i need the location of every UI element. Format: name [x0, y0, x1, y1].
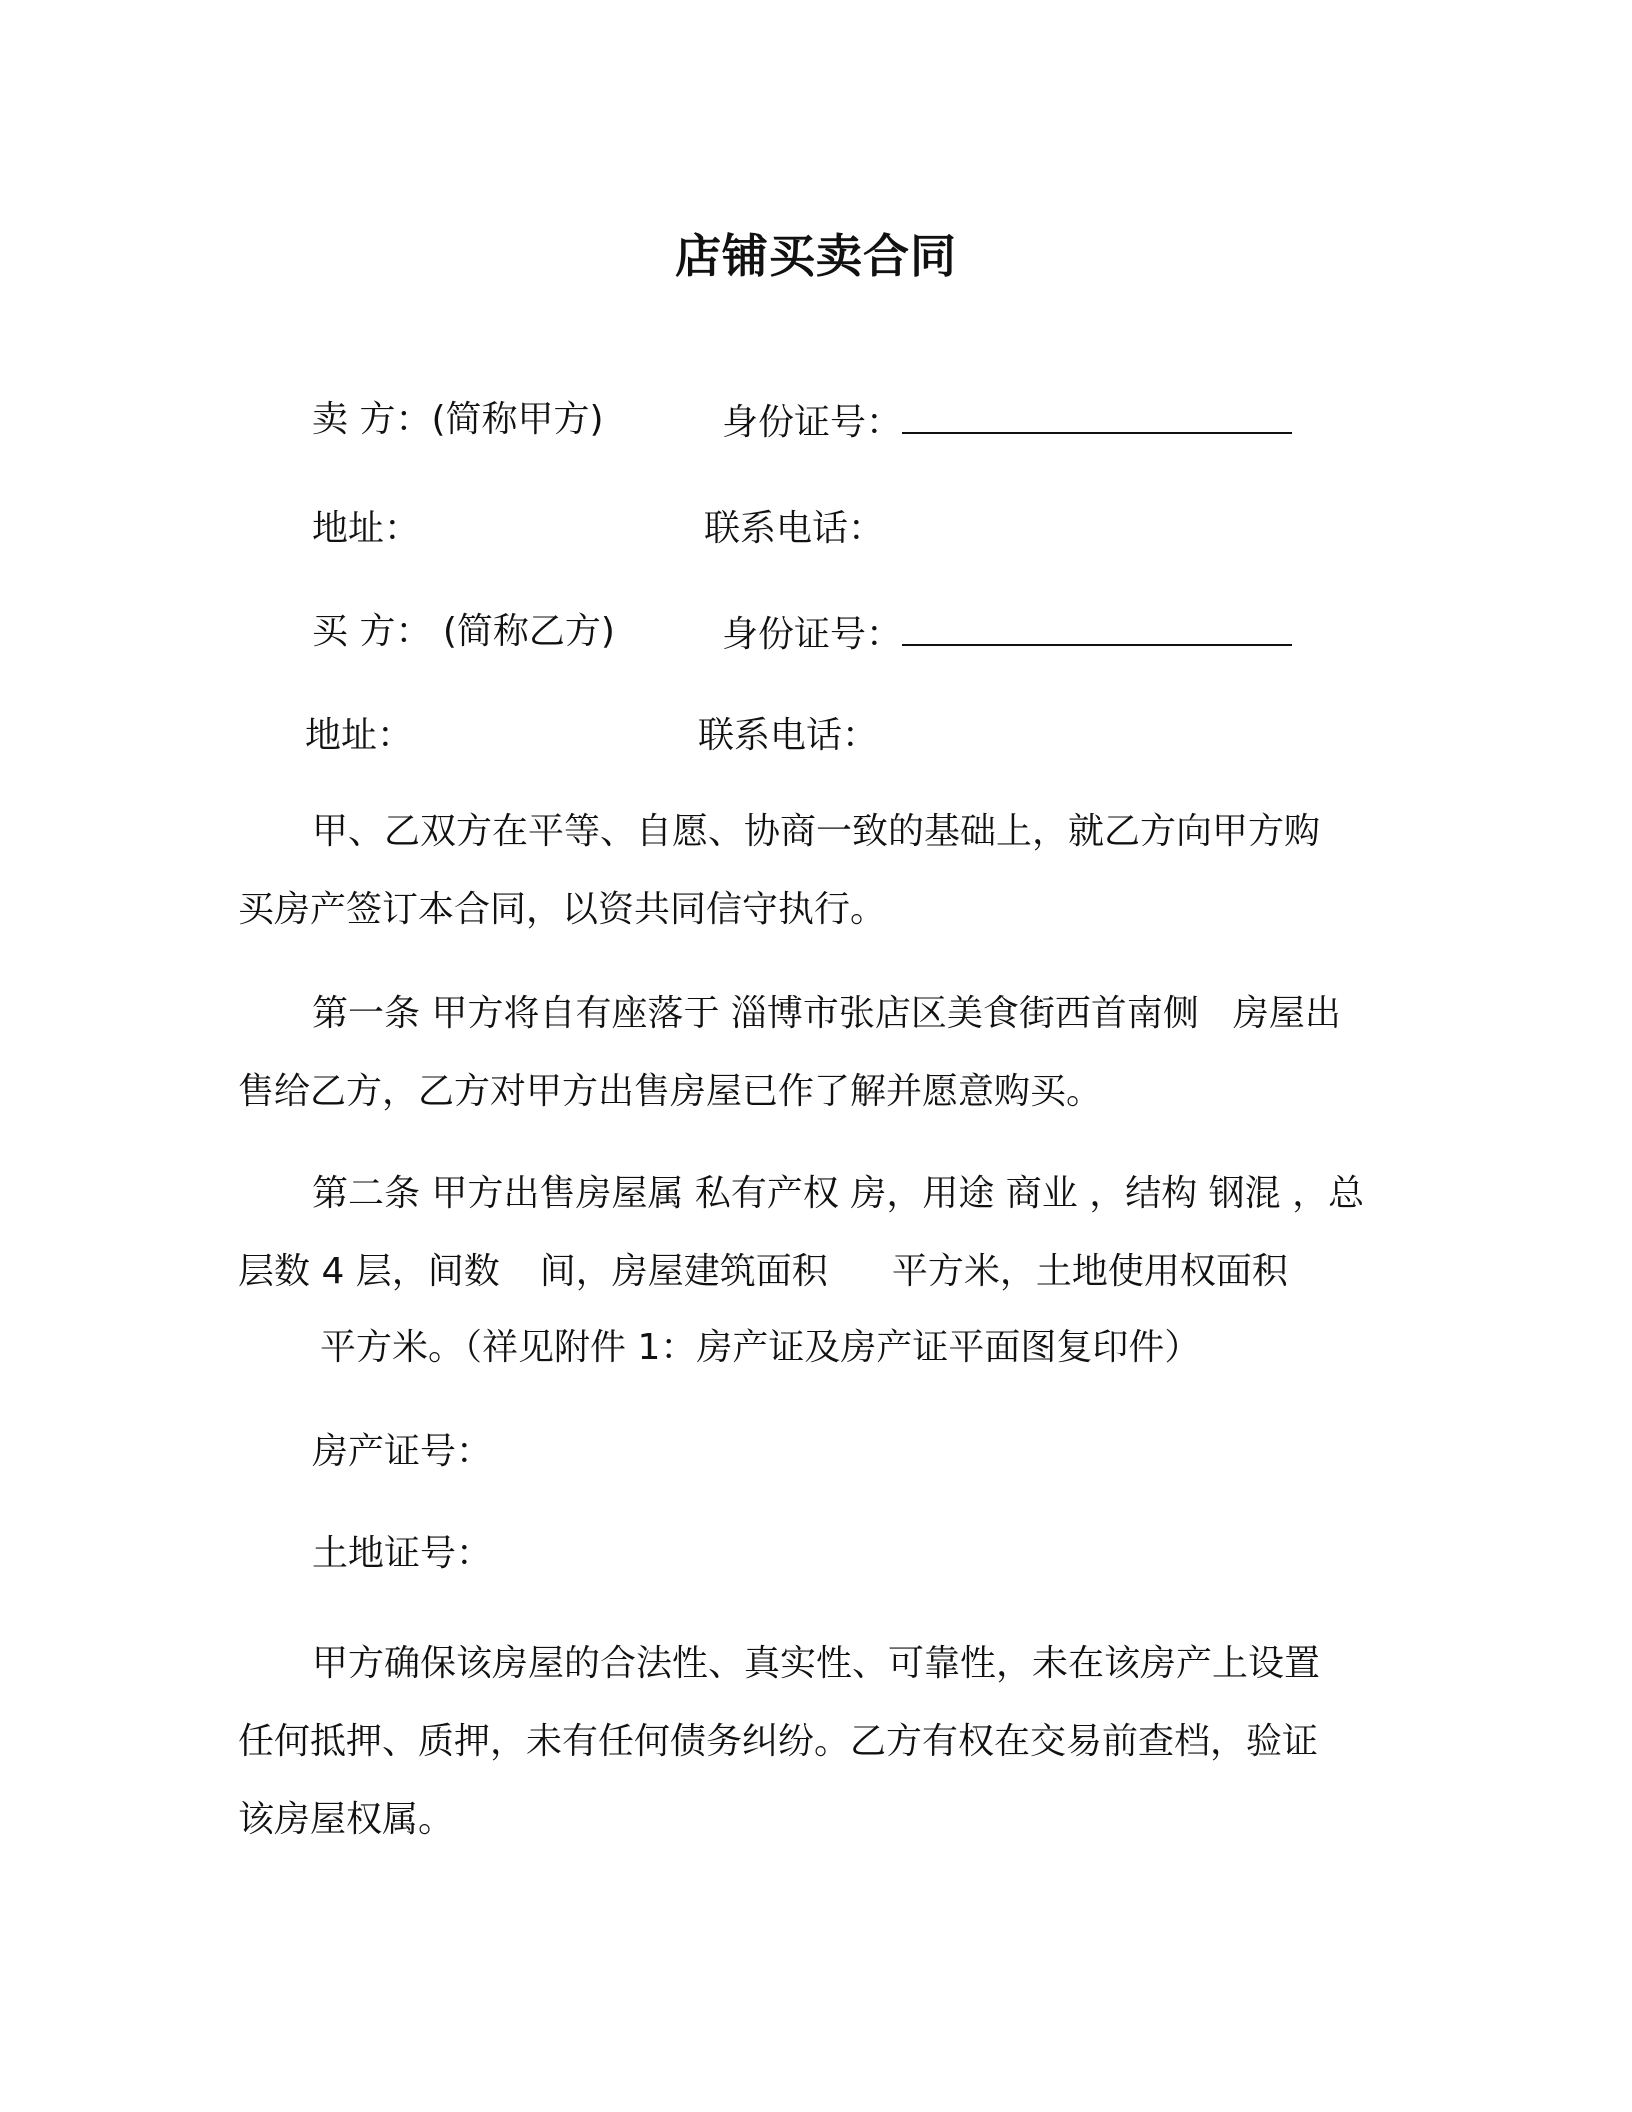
article2-part-a: 层数 4 层，间数 — [238, 1251, 500, 1292]
seller-id-row — [722, 396, 1292, 447]
seller-address-label: 地址： — [312, 508, 421, 549]
article2-line-2 — [238, 1248, 1288, 1296]
article1-line-2: 售给乙方，乙方对甲方出售房屋已作了解并愿意购买。 — [238, 1071, 1103, 1112]
buyer-id-row — [722, 608, 1292, 659]
seller-id-blank — [902, 396, 1292, 434]
seller-phone-label: 联系电话： — [704, 508, 885, 549]
article2-part-c: 平方米，土地使用权面积 — [891, 1251, 1288, 1292]
land-cert-label: 土地证号： — [312, 1533, 493, 1574]
article1-line-1 — [312, 990, 1341, 1038]
article1-part-1: 第一条 甲方将自有座落于 淄博市张店区美食街西首南侧 — [312, 993, 1199, 1034]
guarantee-line-1: 甲方确保该房屋的合法性、真实性、可靠性，未在该房产上设置 — [312, 1643, 1321, 1684]
buyer-phone-label: 联系电话： — [698, 715, 879, 756]
guarantee-line-3: 该房屋权属。 — [238, 1799, 455, 1840]
buyer-id-blank — [902, 608, 1292, 646]
intro-line-2: 买房产签订本合同，以资共同信守执行。 — [238, 889, 887, 930]
buyer-label: 买 方： (简称乙方) — [312, 611, 615, 652]
document-title: 店铺买卖合同 — [675, 229, 957, 283]
property-cert-label: 房产证号： — [312, 1431, 493, 1472]
guarantee-line-2: 任何抵押、质押，未有任何债务纠纷。乙方有权在交易前查档，验证 — [238, 1721, 1319, 1762]
buyer-address-label: 地址： — [305, 715, 414, 756]
article2-line-1: 第二条 甲方出售房屋属 私有产权 房，用途 商业 ，结构 钢混 ，总 — [312, 1173, 1365, 1214]
article1-part-2: 房屋出 — [1232, 993, 1341, 1034]
intro-line-1: 甲、乙双方在平等、自愿、协商一致的基础上，就乙方向甲方购 — [312, 811, 1321, 852]
buyer-id-label: 身份证号： — [722, 614, 903, 655]
article2-part-b: 间，房屋建筑面积 — [539, 1251, 828, 1292]
article2-line-3: 平方米。（祥见附件 1：房产证及房产证平面图复印件） — [320, 1327, 1201, 1368]
seller-label: 卖 方：(简称甲方) — [312, 399, 604, 440]
seller-id-label: 身份证号： — [722, 402, 903, 443]
